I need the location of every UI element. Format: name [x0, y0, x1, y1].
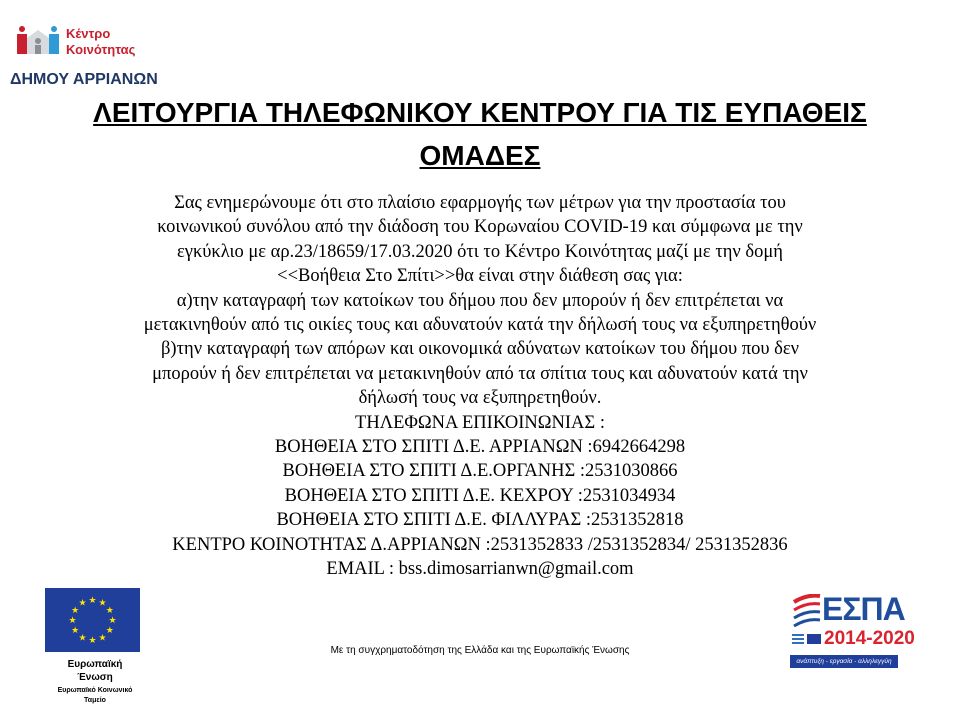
page-title-line1: ΛΕΙΤΟΥΡΓΙΑ ΤΗΛΕΦΩΝΙΚΟΥ ΚΕΝΤΡΟΥ ΓΙΑ ΤΙΣ ΕΥΠΑΘΕΙΣ [93, 97, 867, 128]
logo-text-line1: Κέντρο [66, 26, 111, 41]
star-icon: ★ [88, 595, 97, 605]
eu-caption-line1: Ευρωπαϊκή [67, 659, 123, 670]
eu-caption-line3: Ευρωπαϊκό Κοινωνικό [57, 687, 133, 694]
kentro-koinotitas-logo [16, 26, 146, 58]
star-icon: ★ [108, 615, 117, 625]
star-icon: ★ [78, 632, 87, 643]
star-icon: ★ [71, 625, 80, 635]
star-icon: ★ [88, 635, 97, 645]
page-title-line2: ΟΜΑΔΕΣ [419, 140, 541, 171]
espa-waves-icon [792, 594, 822, 628]
body-line: ΤΗΛΕΦΩΝΑ ΕΠΙΚΟΙΝΩΝΙΑΣ : [355, 412, 605, 433]
star-icon: ★ [71, 605, 80, 615]
body-line: μετακινηθούν από τις οικίες τους και αδυνατούν κατά την δήλωσή τους να εξυπηρετηθούν [143, 315, 817, 335]
body-line: ΚΕΝΤΡΟ ΚΟΙΝΟΤΗΤΑΣ Δ.ΑΡΡΙΑΝΩΝ :2531352833 /2531352834/ 2531352836 [172, 534, 788, 555]
body-line: <<Βοήθεια Στο Σπίτι>>θα είναι στην διάθεση σας για: [277, 266, 683, 287]
espa-title: ΕΣΠΑ [822, 591, 905, 627]
body-line: δήλωσή τους να εξυπηρετηθούν. [358, 388, 602, 409]
eu-flag-small-icon [807, 634, 821, 644]
star-icon: ★ [98, 632, 107, 643]
espa-years: 2014-2020 [824, 628, 915, 649]
body-line: α)την καταγραφή των κατοίκων του δήμου που δεν μπορούν ή δεν επιτρέπεται να [176, 290, 784, 311]
body-line: μπορούν ή δεν επιτρέπεται να μετακινηθούν από τα σπίτια τους και αδυνατούν κατά την [152, 363, 808, 384]
eu-caption-line2: Ένωση [77, 672, 113, 683]
municipality-name: ΔΗΜΟΥ ΑΡΡΙΑΝΩΝ [10, 71, 158, 88]
body-line: εγκύκλιο με αρ.23/18659/17.03.2020 ότι το Κέντρο Κοινότητας μαζί με την δομή [177, 241, 783, 262]
star-icon: ★ [78, 597, 87, 608]
body-line: EMAIL : bss.dimosarrianwn@gmail.com [326, 559, 634, 579]
star-icon: ★ [105, 625, 114, 635]
cofunding-note: Με τη συγχρηματοδότηση της Ελλάδα και της Ευρωπαϊκής Ένωσης [330, 645, 630, 656]
star-icon: ★ [68, 615, 77, 625]
body-line: β)την καταγραφή των απόρων και οικονομικά αδύνατων κατοίκων του δήμου που δεν [161, 339, 799, 360]
body-line: κοινωνικού συνόλου από την διάδοση του Κορωναίου COVID-19 και σύμφωνα με την [157, 217, 803, 238]
eu-caption-line4: Ταμείο [84, 697, 106, 704]
star-icon: ★ [105, 605, 114, 615]
logo-text-line2: Κοινότητας [66, 42, 136, 57]
body-line: ΒΟΗΘΕΙΑ ΣΤΟ ΣΠΙΤΙ Δ.Ε.ΟΡΓΑΝΗΣ :2531030866 [282, 461, 678, 482]
star-icon: ★ [98, 597, 107, 608]
eu-flag-icon [45, 588, 140, 652]
body-line: ΒΟΗΘΕΙΑ ΣΤΟ ΣΠΙΤΙ Δ.Ε. ΑΡΡΙΑΝΩΝ :6942664298 [274, 437, 686, 457]
body-line: ΒΟΗΘΕΙΑ ΣΤΟ ΣΠΙΤΙ Δ.Ε. ΦΙΛΛΥΡΑΣ :2531352818 [276, 510, 684, 531]
community-center-icon [16, 26, 62, 56]
espa-slogan: ανάπτυξη - εργασία - αλληλεγγύη [790, 655, 898, 668]
body-line: Σας ενημερώνουμε ότι στο πλαίσιο εφαρμογής των μέτρων για την προστασία του [174, 193, 786, 213]
body-line: ΒΟΗΘΕΙΑ ΣΤΟ ΣΠΙΤΙ Δ.Ε. ΚΕΧΡΟΥ :2531034934 [284, 485, 676, 506]
espa-logo [790, 591, 915, 670]
greek-flag-icon [792, 634, 804, 644]
